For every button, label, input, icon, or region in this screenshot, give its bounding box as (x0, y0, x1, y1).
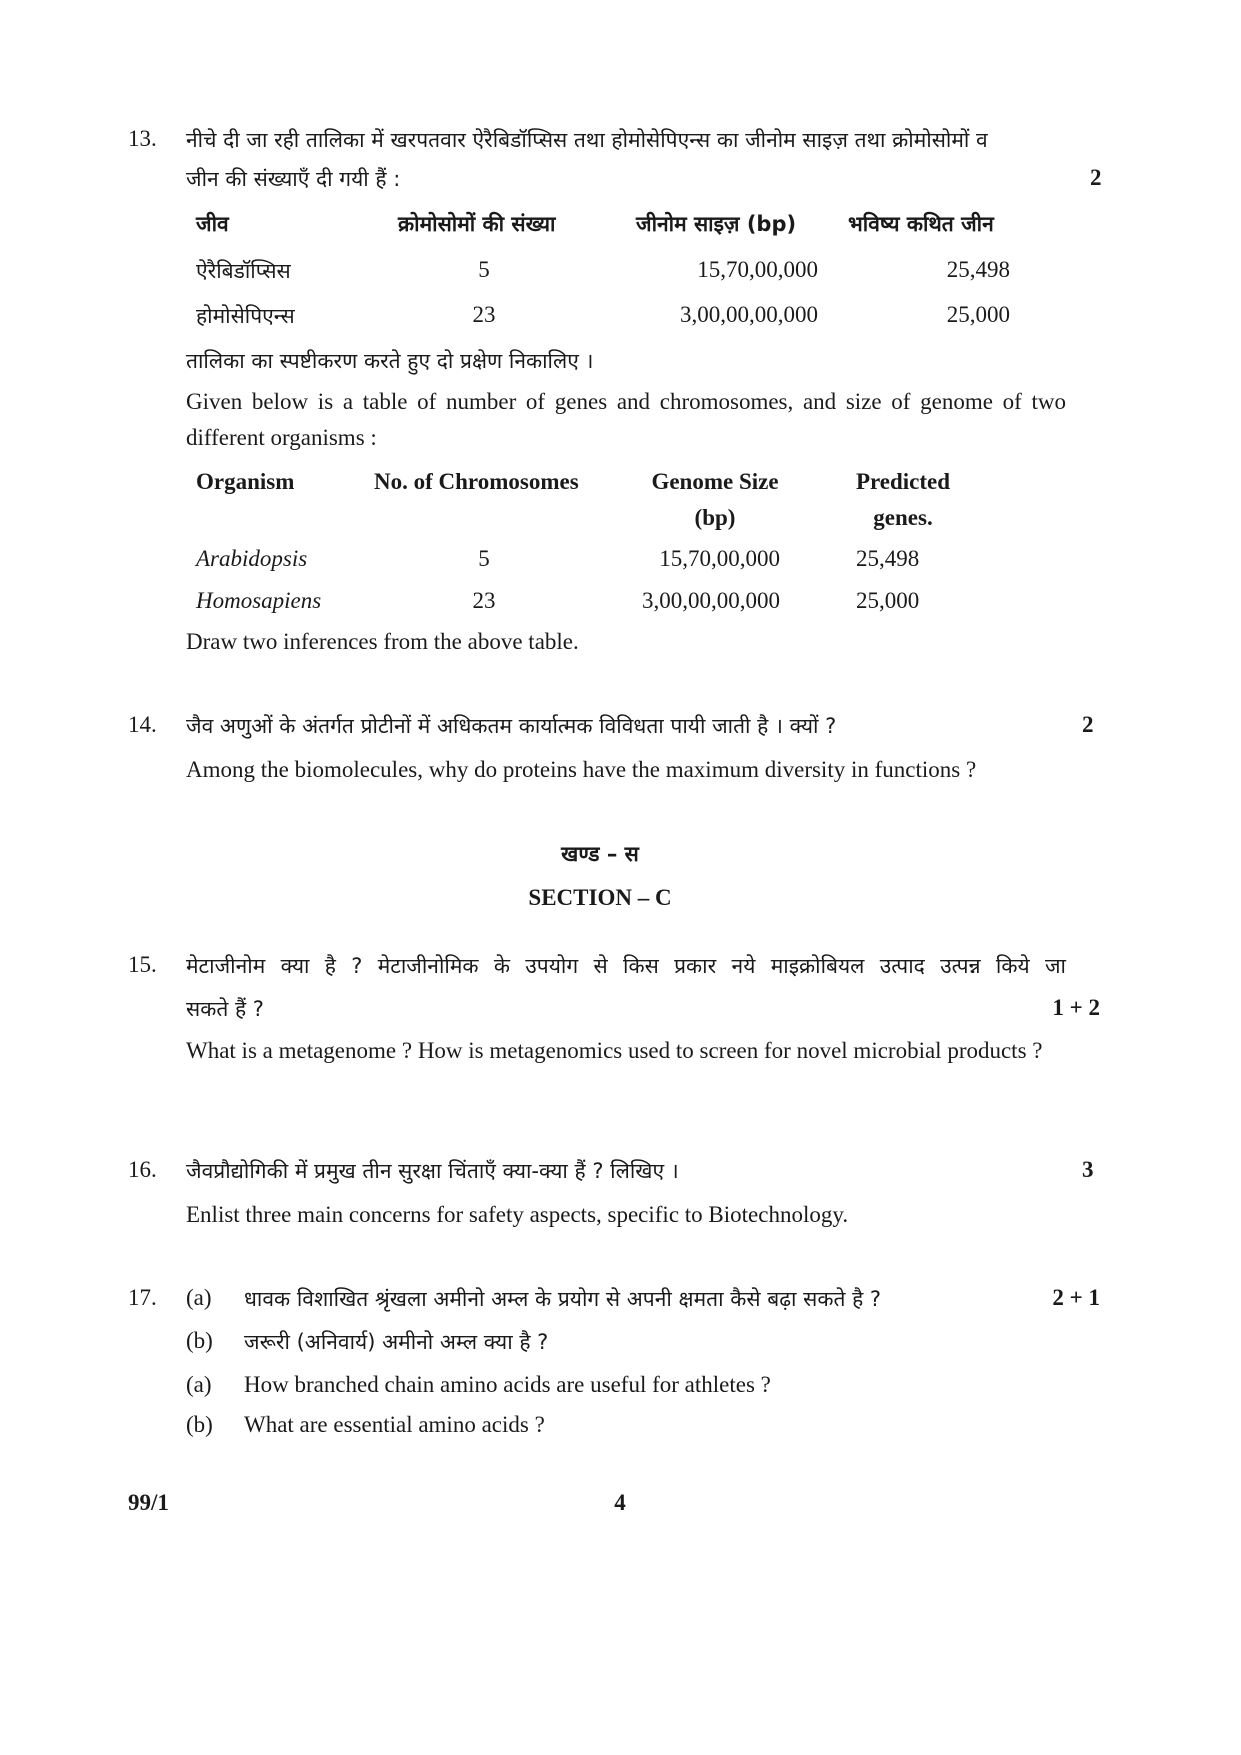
hi-table-header: जीव (196, 212, 229, 236)
en-table-header: (bp) (694, 505, 736, 530)
hi-table-cell: 25,000 (946, 302, 1010, 327)
q14-english: Among the biomolecules, why do proteins have the maximum diversity in functions ? (186, 757, 977, 782)
en-table-cell: 23 (472, 588, 496, 613)
q16-number: 16. (128, 1157, 157, 1182)
section-title-hindi: खण्ड – स (561, 842, 639, 866)
q13-hindi-line2: जीन की संख्याएँ दी गयी हैं : (186, 167, 401, 191)
hi-table-cell: 5 (478, 257, 490, 282)
hi-table-cell: 3,00,00,00,000 (680, 302, 818, 327)
q15-marks: 1 + 2 (1052, 995, 1100, 1020)
q17-part-label: (a) (186, 1285, 212, 1310)
footer-page-number: 4 (614, 1490, 626, 1515)
q16-hindi: जैवप्रौद्योगिकी में प्रमुख तीन सुरक्षा चिंताएँ क्या-क्या हैं ? लिखिए । (186, 1159, 679, 1183)
q15-english: What is a metagenome ? How is metagenomics used to screen for novel microbial products ? (186, 1038, 1043, 1063)
hi-table-cell: 25,498 (946, 257, 1010, 282)
q13-hindi-line1: नीचे दी जा रही तालिका में खरपतवार ऐरैबिडॉप्सिस तथा होमोसेपिएन्स का जीनोम साइज़ तथा क्रोमोसोमों व (186, 128, 988, 152)
q13-english-instruction: Draw two inferences from the above table. (186, 629, 579, 654)
footer-paper-code: 99/1 (128, 1490, 169, 1515)
q15-hindi-line1: मेटाजीनोम क्या है ? मेटाजीनोमिक के उपयोग से किस प्रकार नये माइक्रोबियल उत्पाद उत्पन्न किये जा (186, 954, 1066, 978)
q13-english-text: Given below is a table of number of genes and chromosomes, and size of genome of two different organisms : (186, 389, 1066, 450)
hi-table-cell: ऐरैबिडॉप्सिस (196, 259, 291, 283)
en-table-cell: 15,70,00,000 (659, 546, 780, 571)
hi-table-header: भविष्य कथित जीन (848, 212, 994, 236)
q14-marks: 2 (1082, 712, 1094, 737)
q13-hindi-instruction: तालिका का स्पष्टीकरण करते हुए दो प्रक्षेण निकालिए । (186, 349, 594, 373)
en-table-header: genes. (873, 505, 933, 530)
q17-number: 17. (128, 1285, 157, 1310)
en-table-header: Organism (196, 469, 295, 494)
q13-marks: 2 (1090, 165, 1102, 190)
en-table-cell: 5 (478, 546, 490, 571)
q17-part-text: What are essential amino acids ? (244, 1412, 545, 1437)
q15-number: 15. (128, 952, 157, 977)
q17-part-text: How branched chain amino acids are useful for athletes ? (244, 1372, 771, 1397)
hi-table-cell: 23 (472, 302, 496, 327)
en-table-header: Predicted (855, 469, 951, 494)
q17-part-label: (b) (186, 1328, 213, 1353)
q16-marks: 3 (1082, 1157, 1094, 1182)
en-table-cell: Arabidopsis (196, 546, 308, 571)
en-table-cell: Homosapiens (196, 588, 322, 613)
hi-table-header: जीनोम साइज़ (bp) (636, 212, 797, 236)
q16-english: Enlist three main concerns for safety aspects, specific to Biotechnology. (186, 1202, 849, 1227)
en-table-cell: 25,498 (856, 546, 920, 571)
q17-part-label: (b) (186, 1412, 213, 1437)
section-title-english: SECTION – C (528, 885, 672, 910)
q14-number: 14. (128, 712, 157, 737)
hi-table-cell: होमोसेपिएन्स (196, 304, 295, 328)
hi-table-cell: 15,70,00,000 (697, 257, 818, 282)
en-table-header: Genome Size (651, 469, 779, 494)
en-table-header: No. of Chromosomes (374, 469, 579, 494)
q17-part-text: धावक विशाखित श्रृंखला अमीनो अम्ल के प्रयोग से अपनी क्षमता कैसे बढ़ा सकते है ? (244, 1287, 882, 1311)
q17-marks: 2 + 1 (1052, 1285, 1100, 1310)
q17-part-text: जरूरी (अनिवार्य) अमीनो अम्ल क्या है ? (244, 1330, 549, 1354)
q13-number: 13. (128, 126, 157, 151)
en-table-cell: 25,000 (856, 588, 920, 613)
q15-hindi-line2: सकते हैं ? (186, 997, 264, 1021)
en-table-cell: 3,00,00,00,000 (642, 588, 780, 613)
q17-part-label: (a) (186, 1372, 212, 1397)
hi-table-header: क्रोमोसोमों की संख्या (398, 212, 556, 236)
q14-hindi: जैव अणुओं के अंतर्गत प्रोटीनों में अधिकतम कार्यात्मक विविधता पायी जाती है । क्यों ? (186, 714, 837, 738)
